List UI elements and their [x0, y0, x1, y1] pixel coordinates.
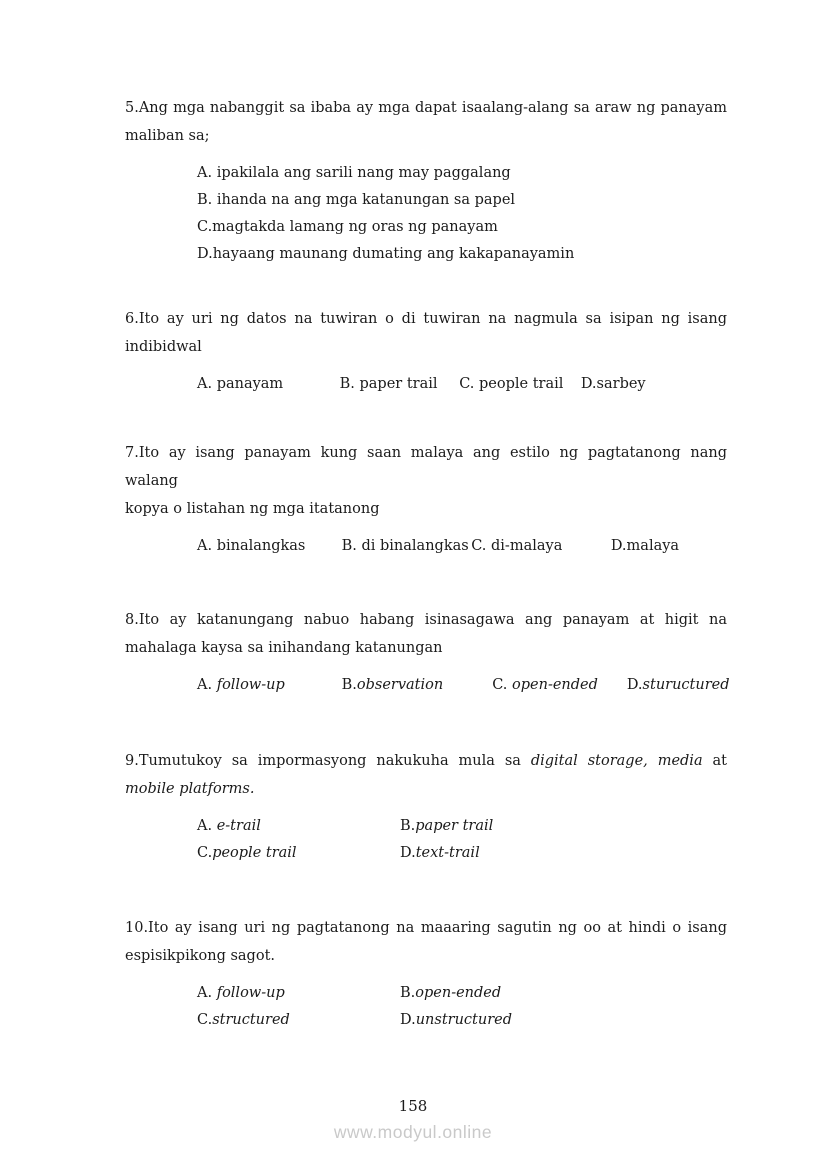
option-c: C.magtakda lamang ng oras ng panayam — [197, 219, 498, 235]
question-6-stem — [125, 305, 727, 361]
stem-line: espisikpikong sagot. — [125, 948, 276, 964]
option-b: B. ihanda na ang mga katanungan sa papel — [197, 192, 516, 208]
option-text: open-ended — [415, 985, 502, 1001]
stem-line: maliban sa; — [125, 128, 210, 144]
question-9-stem — [125, 747, 727, 803]
option-text: follow-up — [216, 985, 285, 1001]
option-c — [197, 840, 400, 867]
option-text: open-ended — [512, 677, 598, 693]
option-c — [197, 1007, 400, 1034]
question-5-stem — [125, 94, 727, 150]
question-7-stem — [125, 439, 727, 523]
option-a — [197, 813, 400, 840]
option-text: observation — [356, 677, 444, 693]
stem-run-italic: mobile platforms. — [125, 781, 255, 797]
question-5 — [125, 94, 727, 268]
question-8-options — [197, 672, 730, 699]
option-c: C. di-malaya — [471, 538, 563, 554]
option-a: A. binalangkas — [197, 538, 306, 554]
stem-line: 10.Ito ay isang uri ng pagtatanong na maaaring sagutin ng oo at hindi o isang — [125, 920, 727, 936]
stem-line: mahalaga kaysa sa inihandang katanungan — [125, 640, 443, 656]
option-c — [492, 672, 622, 699]
option-text: e-trail — [216, 818, 261, 834]
page-number: 158 — [398, 1097, 428, 1115]
option-a — [197, 980, 400, 1007]
option-text: paper trail — [415, 818, 494, 834]
option-text: text-trail — [415, 845, 480, 861]
question-9-options — [197, 813, 647, 867]
option-a: A. ipakilala ang sarili nang may paggalang — [197, 165, 511, 181]
option-text: people trail — [212, 845, 297, 861]
stem-line: kopya o listahan ng mga itatanong — [125, 501, 380, 517]
option-d — [627, 672, 730, 699]
stem-run-italic: digital storage, media — [530, 753, 703, 769]
question-10 — [125, 914, 727, 1034]
question-10-options — [197, 980, 647, 1034]
stem-line: indibidwal — [125, 339, 202, 355]
question-8 — [125, 606, 730, 699]
option-c: C. people trail — [459, 376, 564, 392]
option-letter: D. — [626, 677, 643, 693]
stem-line: 7.Ito ay isang panayam kung saan malaya ang estilo ng pagtatanong nang walang — [125, 445, 727, 489]
option-b: B. paper trail — [339, 376, 438, 392]
stem-run: 9.Tumutukoy sa impormasyong nakukuha mula sa — [125, 753, 531, 769]
option-b — [342, 672, 488, 699]
option-letter: C. — [197, 1012, 213, 1028]
option-letter: D. — [400, 1012, 416, 1028]
option-letter: C. — [492, 677, 513, 693]
option-letter: C. — [197, 845, 213, 861]
option-letter: A. — [197, 985, 217, 1001]
page-footer — [0, 1096, 826, 1143]
stem-line — [125, 747, 727, 775]
question-7-options — [197, 533, 727, 560]
option-letter: B. — [400, 818, 416, 834]
option-text: structured — [212, 1012, 290, 1028]
option-d: D.malaya — [610, 538, 680, 554]
option-b — [400, 980, 647, 1007]
stem-line: 6.Ito ay uri ng datos na tuwiran o di tuwiran na nagmula sa isipan ng isang — [125, 311, 727, 327]
option-a: A. panayam — [197, 376, 284, 392]
option-letter: A. — [197, 818, 217, 834]
option-text: unstructured — [415, 1012, 513, 1028]
stem-line — [125, 775, 727, 803]
question-5-options — [197, 160, 727, 268]
question-6 — [125, 305, 727, 398]
question-8-stem — [125, 606, 727, 662]
option-a — [197, 672, 337, 699]
option-text: follow-up — [216, 677, 285, 693]
question-7 — [125, 439, 727, 560]
option-d: D.sarbey — [580, 376, 646, 392]
option-d — [400, 840, 647, 867]
stem-line: 5.Ang mga nabanggit sa ibaba ay mga dapat isaalang-alang sa araw ng panayam — [125, 100, 727, 116]
watermark: www.modyul.online — [333, 1122, 493, 1142]
option-d: D.hayaang maunang dumating ang kakapanayamin — [197, 246, 575, 262]
option-letter: A. — [197, 677, 217, 693]
option-b — [400, 813, 647, 840]
question-6-options — [197, 371, 727, 398]
option-d — [400, 1007, 647, 1034]
question-9 — [125, 747, 727, 867]
option-letter: B. — [341, 677, 357, 693]
stem-run: at — [702, 753, 727, 769]
option-letter: B. — [400, 985, 416, 1001]
option-letter: D. — [400, 845, 416, 861]
stem-line: 8.Ito ay katanungang nabuo habang isinasagawa ang panayam at higit na — [125, 612, 727, 628]
option-b: B. di binalangkas — [341, 538, 469, 554]
option-text: stuructured — [642, 677, 730, 693]
question-10-stem — [125, 914, 727, 970]
